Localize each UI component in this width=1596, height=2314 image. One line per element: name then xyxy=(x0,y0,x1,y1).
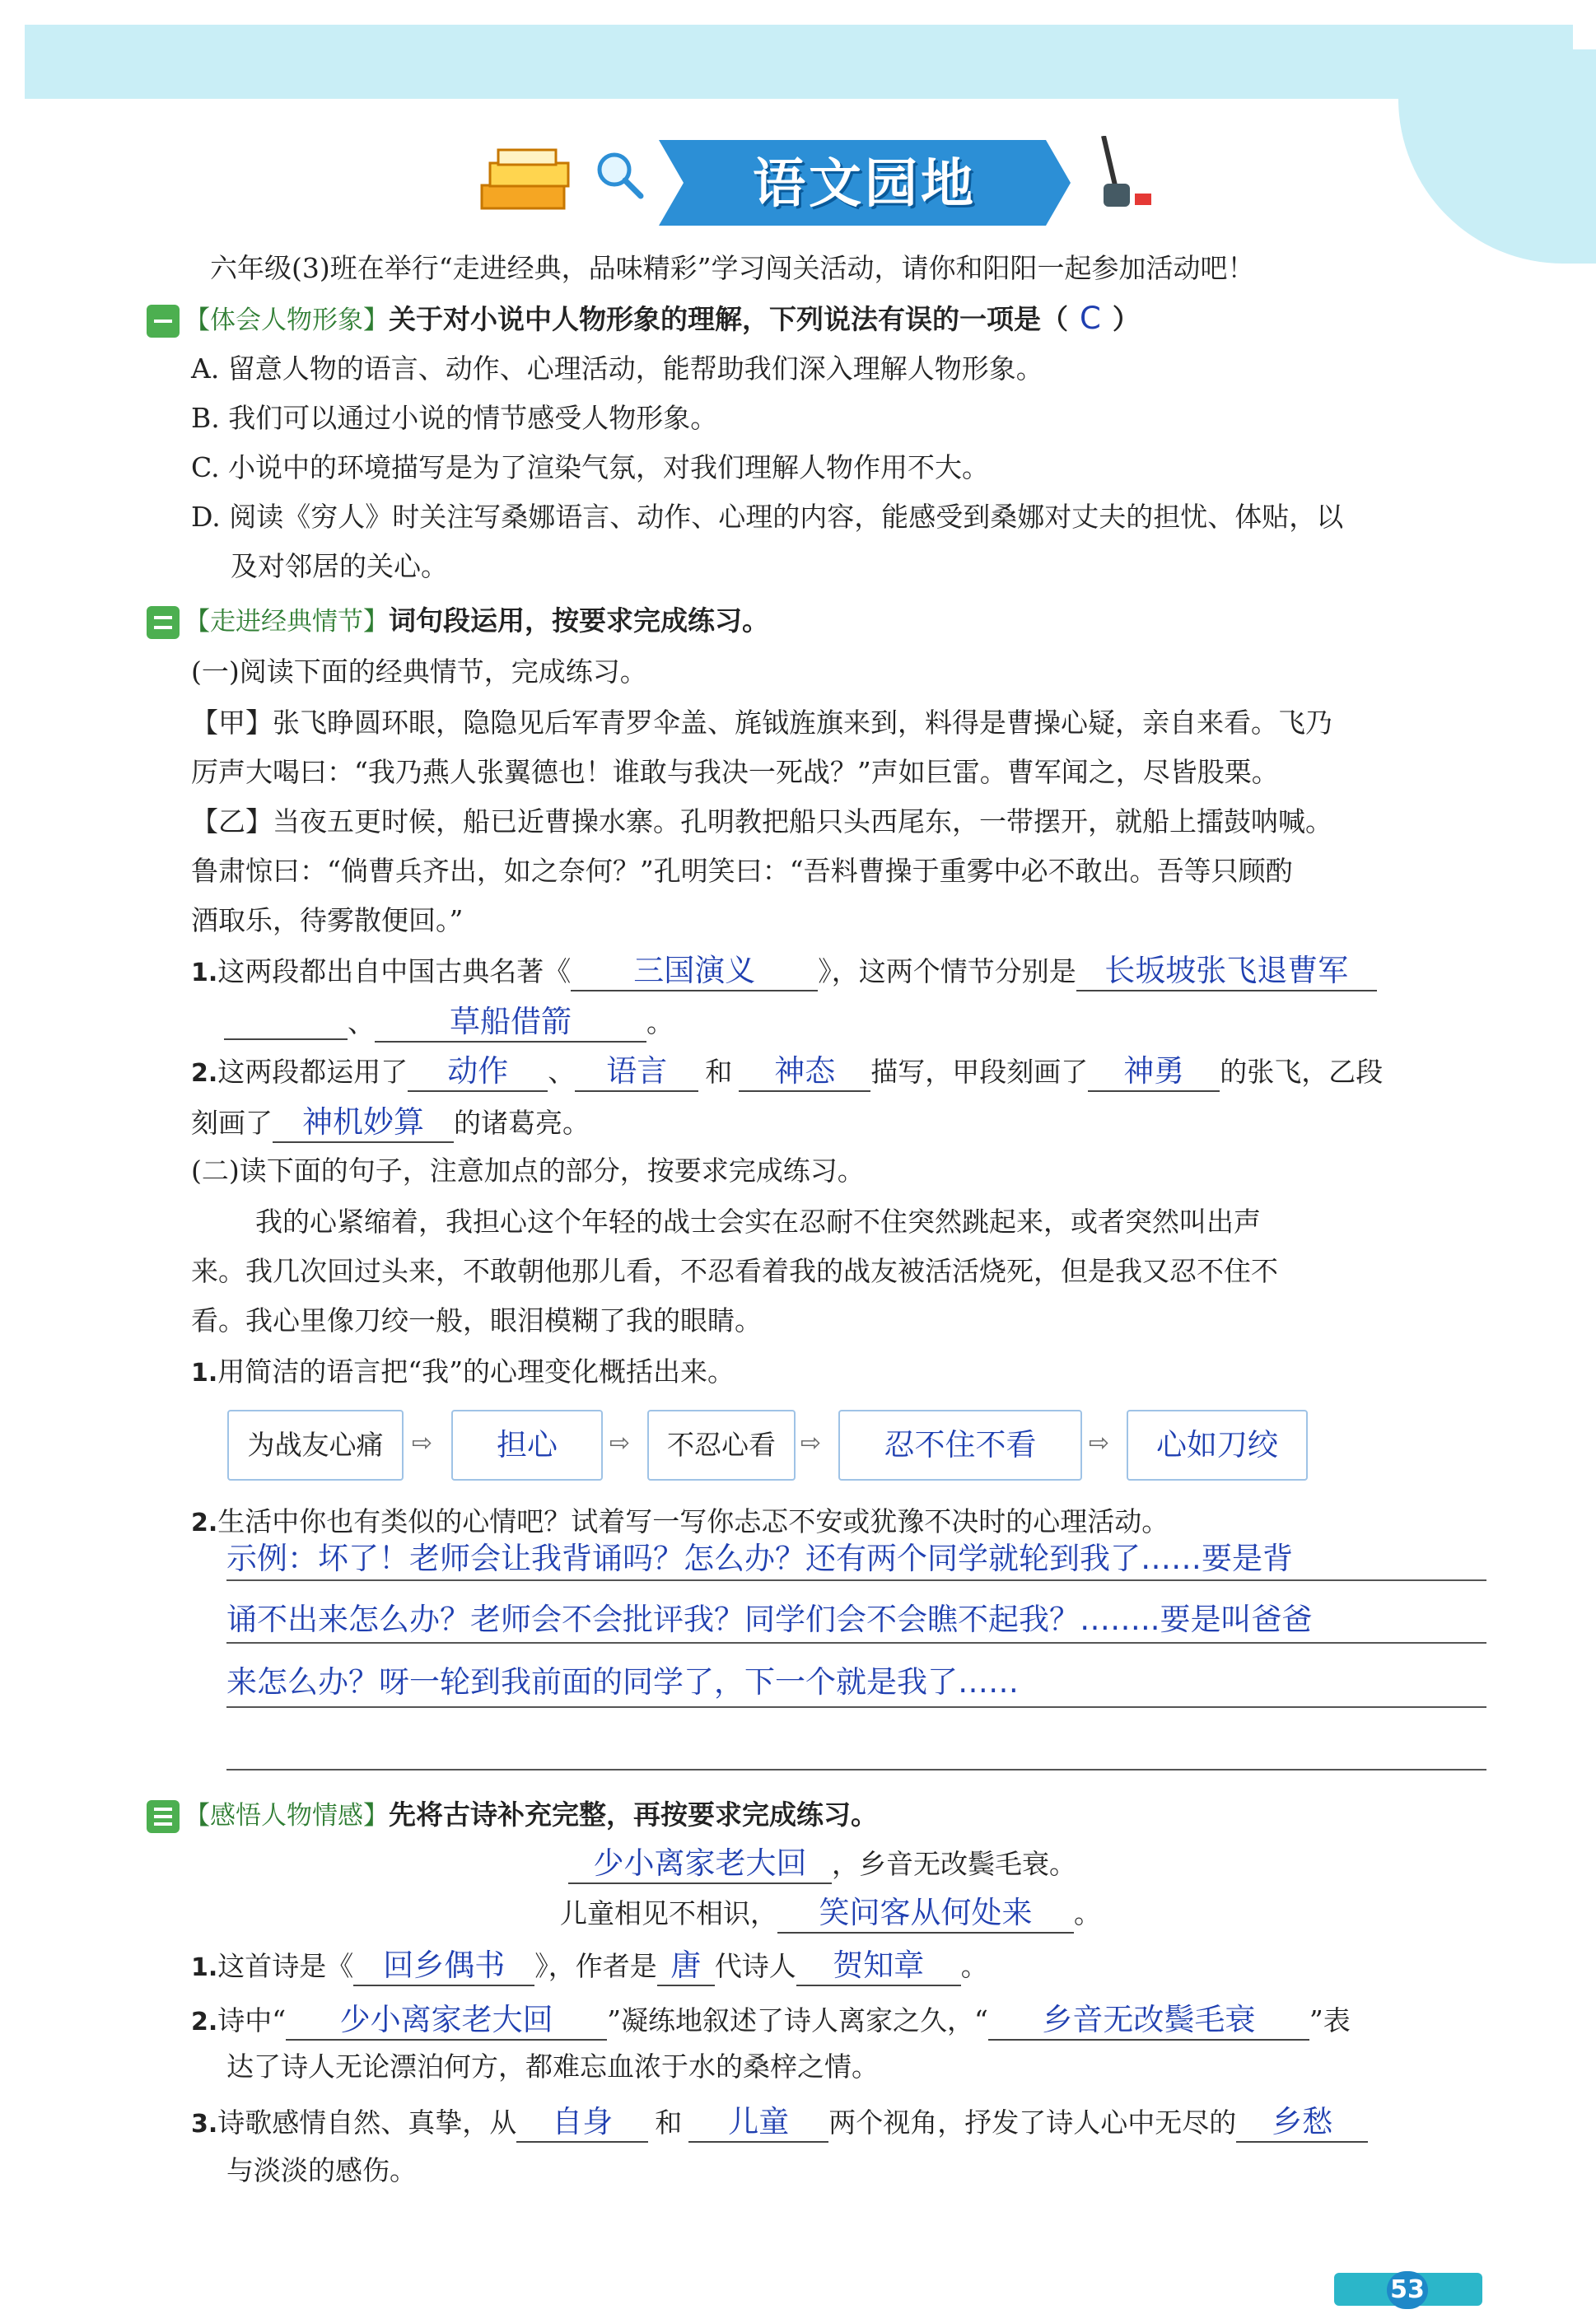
question-2-1: 1.这两段都出自中国古典名著《 三国演义 》，这两个情节分别是 长坂坡张飞退曹军 xyxy=(191,945,1377,991)
answer-blank: 乡音无改鬓毛衰 xyxy=(988,1994,1309,2041)
answer-blank: 儿童 xyxy=(688,2097,828,2143)
passage-jia-1: 【甲】张飞睁圆环眼，隐隐见后军青罗伞盖、旄钺旌旗来到，料得是曹操心疑，亲自来看。飞乃 xyxy=(191,707,1332,739)
arrow-right-icon: ⇨ xyxy=(412,1429,433,1458)
poem-line-2: 儿童相见不相识， 笑问客从何处来 。 xyxy=(560,1887,1101,1934)
page-number: 53 xyxy=(1387,2271,1428,2309)
cloud-decoration xyxy=(1398,49,1596,264)
answer-blank: 唐 xyxy=(657,1940,715,1986)
section-1-close: ） xyxy=(1112,303,1140,335)
answer-blank: 回乡偶书 xyxy=(353,1940,534,1986)
answer-blank: 少小离家老大回 xyxy=(286,1994,607,2041)
question-2-3: 1.用简洁的语言把“我”的心理变化概括出来。 xyxy=(191,1355,735,1388)
inkpot-quill-icon xyxy=(1087,136,1153,210)
answer-blank: 贺知章 xyxy=(796,1940,961,1986)
answer-blank: 语言 xyxy=(575,1046,698,1092)
question-3-1: 1.这首诗是《 回乡偶书 》，作者是 唐 代诗人 贺知章 。 xyxy=(191,1940,988,1986)
answer-blank: 动作 xyxy=(408,1046,548,1092)
section-1-heading xyxy=(147,298,1140,338)
passage-yi-3: 酒取乐，待雾散便回。” xyxy=(191,904,464,936)
question-2-2-cont: 刻画了 神机妙算 的诸葛亮。 xyxy=(191,1097,590,1143)
flow-box-4: 忍不住不看 xyxy=(838,1410,1082,1481)
answer-blank: 自身 xyxy=(516,2097,648,2143)
answer-blank: 少小离家老大回 xyxy=(568,1838,832,1884)
section-1-answer: C xyxy=(1080,301,1101,336)
flow-box-2: 担心 xyxy=(451,1410,603,1481)
answer-blank: 神态 xyxy=(739,1046,870,1092)
passage-2-1: 我的心紧缩着，我担心这个年轻的战士会实在忍耐不住突然跳起来，或者突然叫出声 xyxy=(255,1206,1261,1238)
section-2-tag: 【走进经典情节】 xyxy=(184,607,389,637)
answer-rule xyxy=(226,1579,1486,1581)
passage-2-3: 看。我心里像刀绞一般，眼泪模糊了我的眼睛。 xyxy=(191,1304,762,1337)
section-3-title: 先将古诗补充完整，再按要求完成练习。 xyxy=(389,1798,878,1831)
section-3-tag: 【感悟人物情感】 xyxy=(184,1801,389,1831)
answer-blank: 神勇 xyxy=(1088,1046,1220,1092)
arrow-right-icon: ⇨ xyxy=(609,1429,631,1458)
option-d: D. 阅读《穷人》时关注写桑娜语言、动作、心理的内容，能感受到桑娜对丈夫的担忧、体贴，以 xyxy=(191,501,1344,533)
option-a: A. 留意人物的语言、动作、心理活动，能帮助我们深入理解人物形象。 xyxy=(191,352,1043,385)
section-3-icon xyxy=(147,1800,180,1833)
section-2-title: 词句段运用，按要求完成练习。 xyxy=(389,604,769,637)
passage-2-2: 来。我几次回过头来，不敢朝他那儿看，不忍看着我的战友被活活烧死，但是我又忍不住不 xyxy=(191,1255,1278,1287)
question-3-2: 2.诗中“ 少小离家老大回 ”凝练地叙述了诗人离家之久，“ 乡音无改鬓毛衰 ”表 xyxy=(191,1994,1351,2041)
page-title: 语文园地 xyxy=(753,154,977,215)
answer-blank: 笑问客从何处来 xyxy=(777,1887,1074,1934)
answer-blank: 神机妙算 xyxy=(273,1097,454,1143)
answer-blank: 乡愁 xyxy=(1236,2097,1368,2143)
part-2-label: (二)读下面的句子，注意加点的部分，按要求完成练习。 xyxy=(191,1155,865,1187)
answer-rule xyxy=(226,1642,1486,1644)
answer-rule xyxy=(226,1706,1486,1708)
poem-line-1: 少小离家老大回 ，乡音无改鬓毛衰。 xyxy=(568,1838,1076,1884)
written-answer-line-2: 诵不出来怎么办？老师会不会批评我？同学们会不会瞧不起我？……..要是叫爸爸 xyxy=(226,1602,1313,1637)
books-icon xyxy=(478,148,576,214)
question-2-1-cont: 、 草船借箭 。 xyxy=(224,996,674,1043)
flow-box-1: 为战友心痛 xyxy=(227,1410,404,1481)
answer-blank: 三国演义 xyxy=(571,945,818,991)
page-number-badge xyxy=(1334,2273,1482,2306)
intro-text: 六年级(3)班在举行“走进经典，品味精彩”学习闯关活动，请你和阳阳一起参加活动吧！ xyxy=(210,252,1255,284)
option-b: B. 我们可以通过小说的情节感受人物形象。 xyxy=(191,402,718,434)
section-2-icon xyxy=(147,606,180,639)
passage-yi-2: 鲁肃惊曰：“倘曹兵齐出，如之奈何？”孔明笑曰：“吾料曹操于重雾中必不敢出。吾等只顾酌 xyxy=(191,855,1293,887)
flow-box-3: 不忍心看 xyxy=(647,1410,796,1481)
section-1-tag: 【体会人物形象】 xyxy=(184,306,389,335)
written-answer-line-1: 示例：坏了！老师会让我背诵吗？怎么办？还有两个同学就轮到我了……要是背 xyxy=(226,1541,1293,1576)
written-answer-line-3: 来怎么办？呀一轮到我前面的同学了，下一个就是我了…… xyxy=(226,1664,1019,1700)
question-3-2-cont: 达了诗人无论漂泊何方，都难忘血浓于水的桑梓之情。 xyxy=(226,2050,879,2083)
part-1-label: (一)阅读下面的经典情节，完成练习。 xyxy=(191,655,647,688)
option-c: C. 小说中的环境描写是为了渲染气氛，对我们理解人物作用不大。 xyxy=(191,451,990,483)
answer-blank: 长坂坡张飞退曹军 xyxy=(1076,945,1377,991)
flow-box-5: 心如刀绞 xyxy=(1127,1410,1308,1481)
arrow-right-icon: ⇨ xyxy=(800,1429,822,1458)
header-band xyxy=(25,25,1573,99)
section-1-title: 关于对小说中人物形象的理解，下列说法有误的一项是（ xyxy=(389,303,1068,335)
question-3-3: 3.诗歌感情自然、真挚，从 自身 和 儿童 两个视角，抒发了诗人心中无尽的 乡愁 xyxy=(191,2097,1368,2143)
passage-jia-2: 厉声大喝曰：“我乃燕人张翼德也！谁敢与我决一死战？”声如巨雷。曹军闻之，尽皆股栗。 xyxy=(191,756,1279,788)
arrow-right-icon: ⇨ xyxy=(1089,1429,1110,1458)
section-2-heading xyxy=(147,599,769,639)
section-1-icon xyxy=(147,305,180,338)
passage-yi-1: 【乙】当夜五更时候，船已近曹操水寨。孔明教把船只头西尾东，一带摆开，就船上擂鼓呐喊。 xyxy=(191,805,1332,837)
section-3-heading xyxy=(147,1794,878,1833)
question-2-4: 2.生活中你也有类似的心情吧？试着写一写你忐忑不安或犹豫不决时的心理活动。 xyxy=(191,1505,1169,1537)
answer-blank: 草船借箭 xyxy=(375,996,646,1043)
question-3-3-cont: 与淡淡的感伤。 xyxy=(226,2154,417,2186)
question-2-2: 2.这两段都运用了 动作 、 语言 和 神态 描写，甲段刻画了 神勇 的张飞，乙段 xyxy=(191,1046,1383,1092)
magnifier-icon xyxy=(593,148,646,201)
answer-rule xyxy=(226,1769,1486,1770)
option-d-cont: 及对邻居的关心。 xyxy=(231,550,448,582)
